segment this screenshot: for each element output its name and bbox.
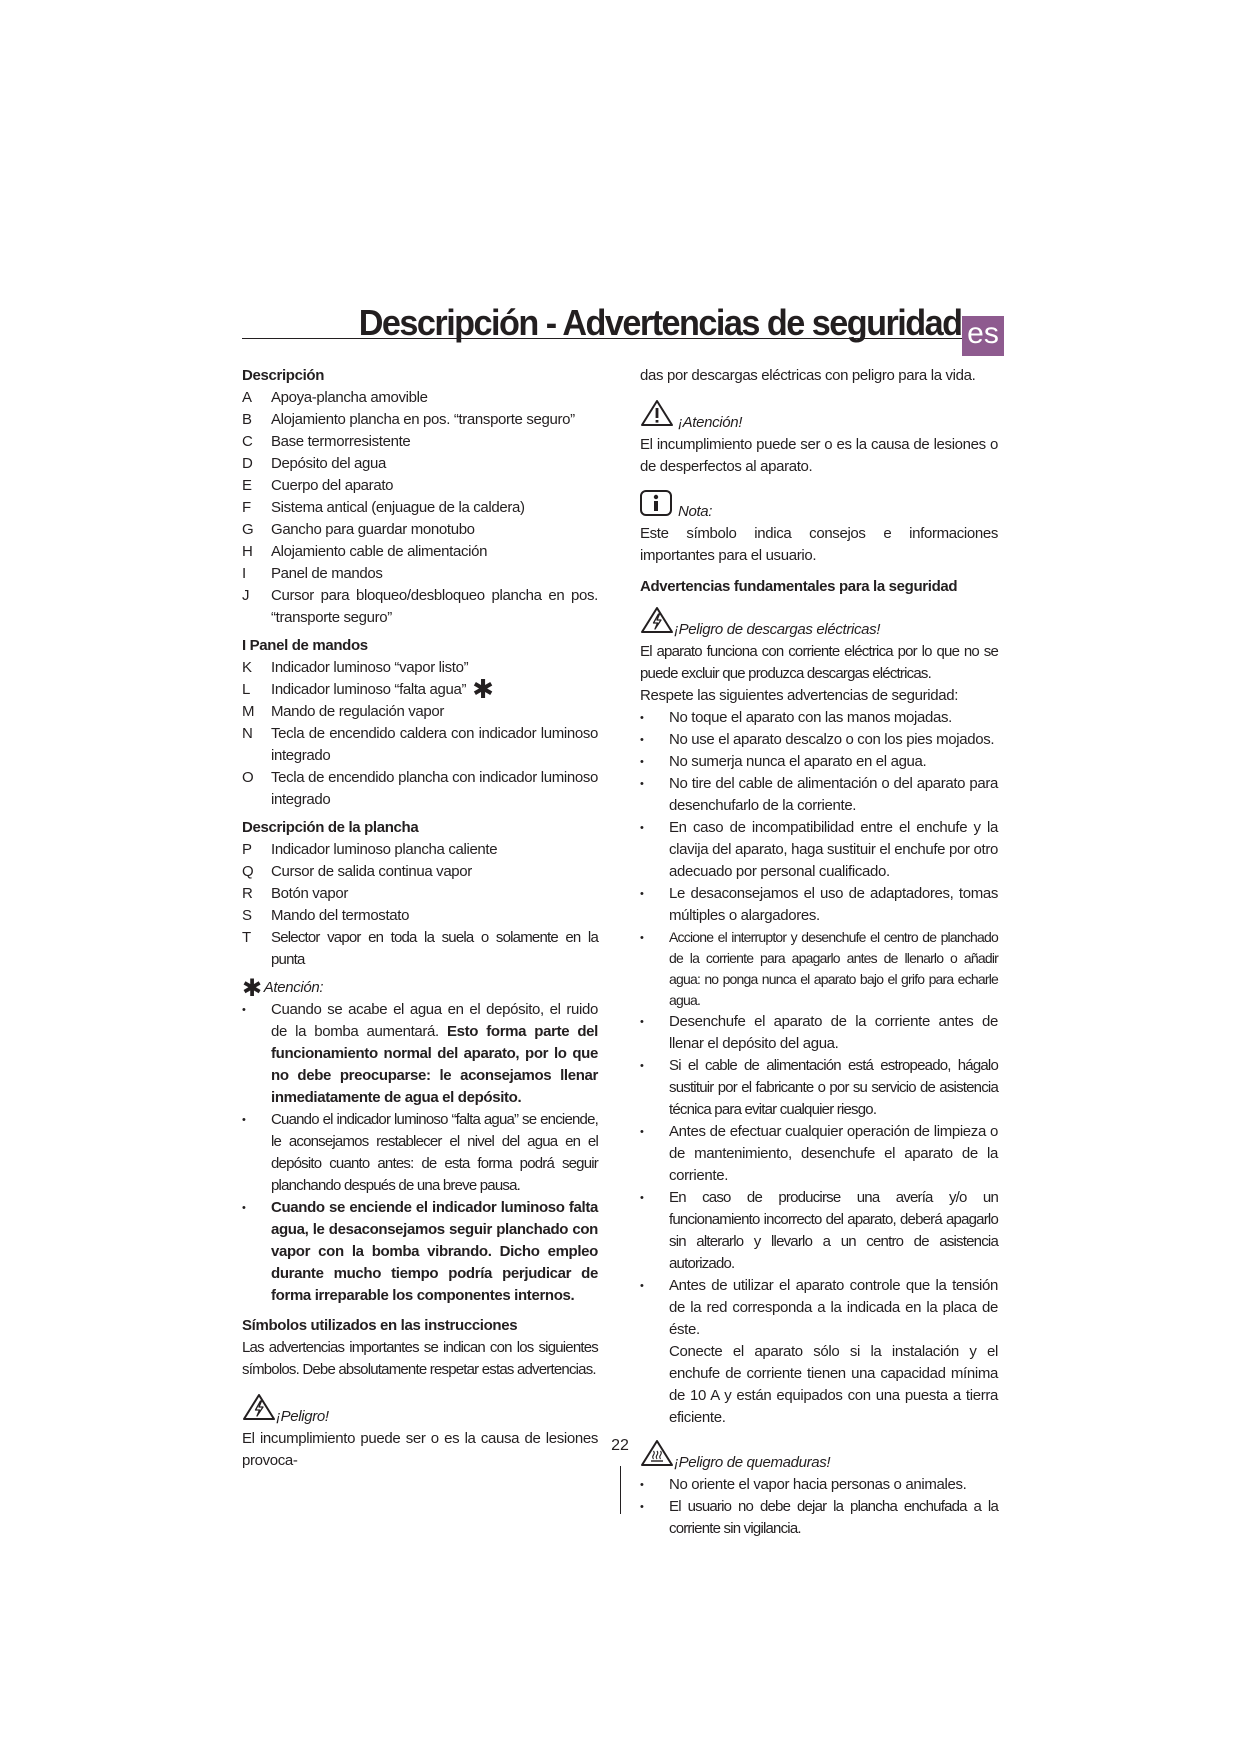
bullet-item: • No toque el aparato con las manos mojadas. (640, 709, 952, 726)
danger-text: El incumplimiento puede ser o es la causa de lesiones provoca- (242, 1430, 598, 1469)
bullet-item: • Le desaconsejamos el uso de adaptadores, tomas múltiples o alargadores. (640, 885, 998, 924)
asterisk-icon: ✱ (472, 674, 494, 704)
list-item: K Indicador luminoso “vapor listo” (242, 659, 469, 676)
burn-label-row: ¡Peligro de quemaduras! (640, 1439, 998, 1474)
bullet-item: • Si el cable de alimentación está estropeado, hágalo sustituir por el fabricante o por su servicio de asistencia técnica para evitar cualquier riesgo. (640, 1057, 998, 1118)
electric-shock-label-row: ¡Peligro de descargas eléctricas! (640, 606, 998, 641)
bullet-item: • En caso de incompatibilidad entre el enchufe y la clavija del aparato, haga sustituir el enchufe por otro adecuado por personal cualificado. (640, 819, 998, 880)
list-item: O Tecla de encendido plancha con indicador luminoso integrado (242, 769, 598, 808)
list-item: B Alojamiento plancha en pos. “transporte seguro” (242, 411, 575, 428)
page-number: 22 (611, 1437, 629, 1454)
burn-bullet-list (640, 1474, 998, 1540)
list-item: T Selector vapor en toda la suela o solamente en la punta (242, 929, 598, 968)
hot-surface-icon (640, 1439, 674, 1474)
bullet-item: • Accione el interruptor y desenchufe el centro de planchado de la corriente para apagarlo antes de llenarlo o añadir agua: no ponga nunca el aparato bajo el grifo para echarle agua. (640, 929, 998, 1008)
list-item: M Mando de regulación vapor (242, 703, 445, 720)
list-item: L Indicador luminoso “falta agua” ✱ (242, 674, 494, 704)
list-item: I Panel de mandos (242, 565, 383, 582)
list-item: D Depósito del agua (242, 455, 386, 472)
safety-bullet-list (640, 707, 998, 1429)
danger-label-row: ¡Peligro! (242, 1393, 598, 1428)
left-column (242, 365, 598, 1472)
bullet-item: • Cuando el indicador luminoso “falta agua” se enciende, le aconsejamos restablecer el nivel del agua en el depósito cuanto antes: de esta forma podrá seguir planchando después de una breve pausa. (242, 1111, 598, 1194)
bullet-item: • En caso de producirse una avería y/o un funcionamiento incorrecto del aparato, deberá apagarlo sin alterarlo y llevarlo a un centro de asistencia autorizado. (640, 1189, 998, 1272)
danger-text-continued: das por descargas eléctricas con peligro para la vida. (640, 367, 976, 384)
list-item: N Tecla de encendido caldera con indicador luminoso integrado (242, 725, 598, 764)
page-title: Descripción - Advertencias de seguridad (358, 302, 961, 343)
shock-text: El aparato funciona con corriente eléctrica por lo que no se puede excluir que produzca descargas eléctricas. (640, 643, 998, 682)
warning-icon (640, 399, 674, 434)
footer-rule (620, 1466, 621, 1514)
list-item: P Indicador luminoso plancha caliente (242, 841, 498, 858)
symbols-heading: Símbolos utilizados en las instrucciones (242, 1317, 518, 1334)
symbols-text: Las advertencias importantes se indican con los siguientes símbolos. Debe absolutamente respetar estas advertencias. (242, 1339, 598, 1378)
list-item: H Alojamiento cable de alimentación (242, 543, 488, 560)
list-item: G Gancho para guardar monotubo (242, 521, 475, 538)
bullet-item: • El usuario no debe dejar la plancha enchufada a la corriente sin vigilancia. (640, 1498, 998, 1537)
bullet-item: • Antes de efectuar cualquier operación de limpieza o de mantenimiento, desenchufe el aparato de la corriente. (640, 1123, 998, 1184)
bullet-item: • Desenchufe el aparato de la corriente antes de llenar el depósito del agua. (640, 1013, 998, 1052)
note-text: Este símbolo indica consejos e informaciones importantes para el usuario. (640, 525, 998, 564)
bullet-item: • No oriente el vapor hacia personas o animales. (640, 1476, 967, 1493)
list-item: F Sistema antical (enjuague de la caldera) (242, 499, 525, 516)
list-item: J Cursor para bloqueo/desbloqueo plancha en pos. “transporte seguro” (242, 587, 598, 626)
list-item: A Apoya-plancha amovible (242, 389, 428, 406)
list-item: R Botón vapor (242, 885, 349, 902)
attention-text: El incumplimiento puede ser o es la causa de lesiones o de desperfectos al aparato. (640, 436, 998, 475)
iron-description-list (242, 839, 598, 971)
list-item: C Base termorresistente (242, 433, 411, 450)
control-panel-heading: I Panel de mandos (242, 637, 368, 654)
info-icon (640, 490, 672, 523)
list-item: E Cuerpo del aparato (242, 477, 394, 494)
bullet-item: • Cuando se acabe el agua en el depósito, el ruido de la bomba aumentará. Esto forma parte del funcionamiento normal del aparato, por lo que no debe preocuparse: le aconsejamos llenar inmediatamente de agua el depósito. (242, 1001, 598, 1106)
note-label-row: Nota: (640, 490, 998, 523)
description-list (242, 387, 598, 629)
list-item: S Mando del termostato (242, 907, 410, 924)
iron-description-heading: Descripción de la plancha (242, 819, 419, 836)
shock-intro: Respete las siguientes advertencias de seguridad: (640, 687, 959, 704)
list-item: Q Cursor de salida continua vapor (242, 863, 472, 880)
right-column (640, 365, 998, 1540)
bullet-item: • No tire del cable de alimentación o del aparato para desenchufarlo de la corriente. (640, 775, 998, 814)
attention-note: ✱ Atención: • Cuando se acabe el agua en el depósito, el ruido de la bomba aumentará. Esto forma parte del funcionamiento normal del aparato, por lo que no debe preocuparse: le aconsejamos llenar inmediatamente de agua el depósito. • Cuando el indicador luminoso “falta agua” se enciende, le aconsejamos restablecer el nivel del agua en el depósito cuanto antes: de esta forma podrá seguir planchando después de una breve pausa. • Cuando se enciende el indicador luminoso falta agua, le desaconsejamos seguir planchado con vapor con la bomba vibrando. Dicho empleo durante mucho tiempo podría perjudicar de forma irreparable los componentes internos. (242, 977, 598, 1307)
safety-heading: Advertencias fundamentales para la seguridad (640, 578, 958, 595)
bullet-item: • Cuando se enciende el indicador luminoso falta agua, le desaconsejamos seguir planchado con vapor con la bomba vibrando. Dicho empleo durante mucho tiempo podría perjudicar de forma irreparable los componentes internos. (242, 1199, 598, 1304)
electric-hazard-icon (640, 606, 674, 641)
bullet-item: • No use el aparato descalzo o con los pies mojados. (640, 731, 995, 748)
bullet-item: • Antes de utilizar el aparato controle que la tensión de la red corresponda a la indicada en la placa de éste. Conecte el aparato sólo si la instalación y el enchufe de corriente tienen una capacidad mínima de 10 A y están equipados con una puesta a tierra eficiente. (640, 1277, 998, 1426)
attention-label-row: ¡Atención! (640, 399, 998, 434)
electric-hazard-icon (242, 1393, 276, 1428)
control-panel-list (242, 657, 598, 811)
asterisk-icon: ✱ (242, 975, 262, 1002)
language-badge: es (962, 316, 1004, 356)
bullet-item: • No sumerja nunca el aparato en el agua. (640, 753, 927, 770)
description-heading: Descripción (242, 367, 325, 384)
